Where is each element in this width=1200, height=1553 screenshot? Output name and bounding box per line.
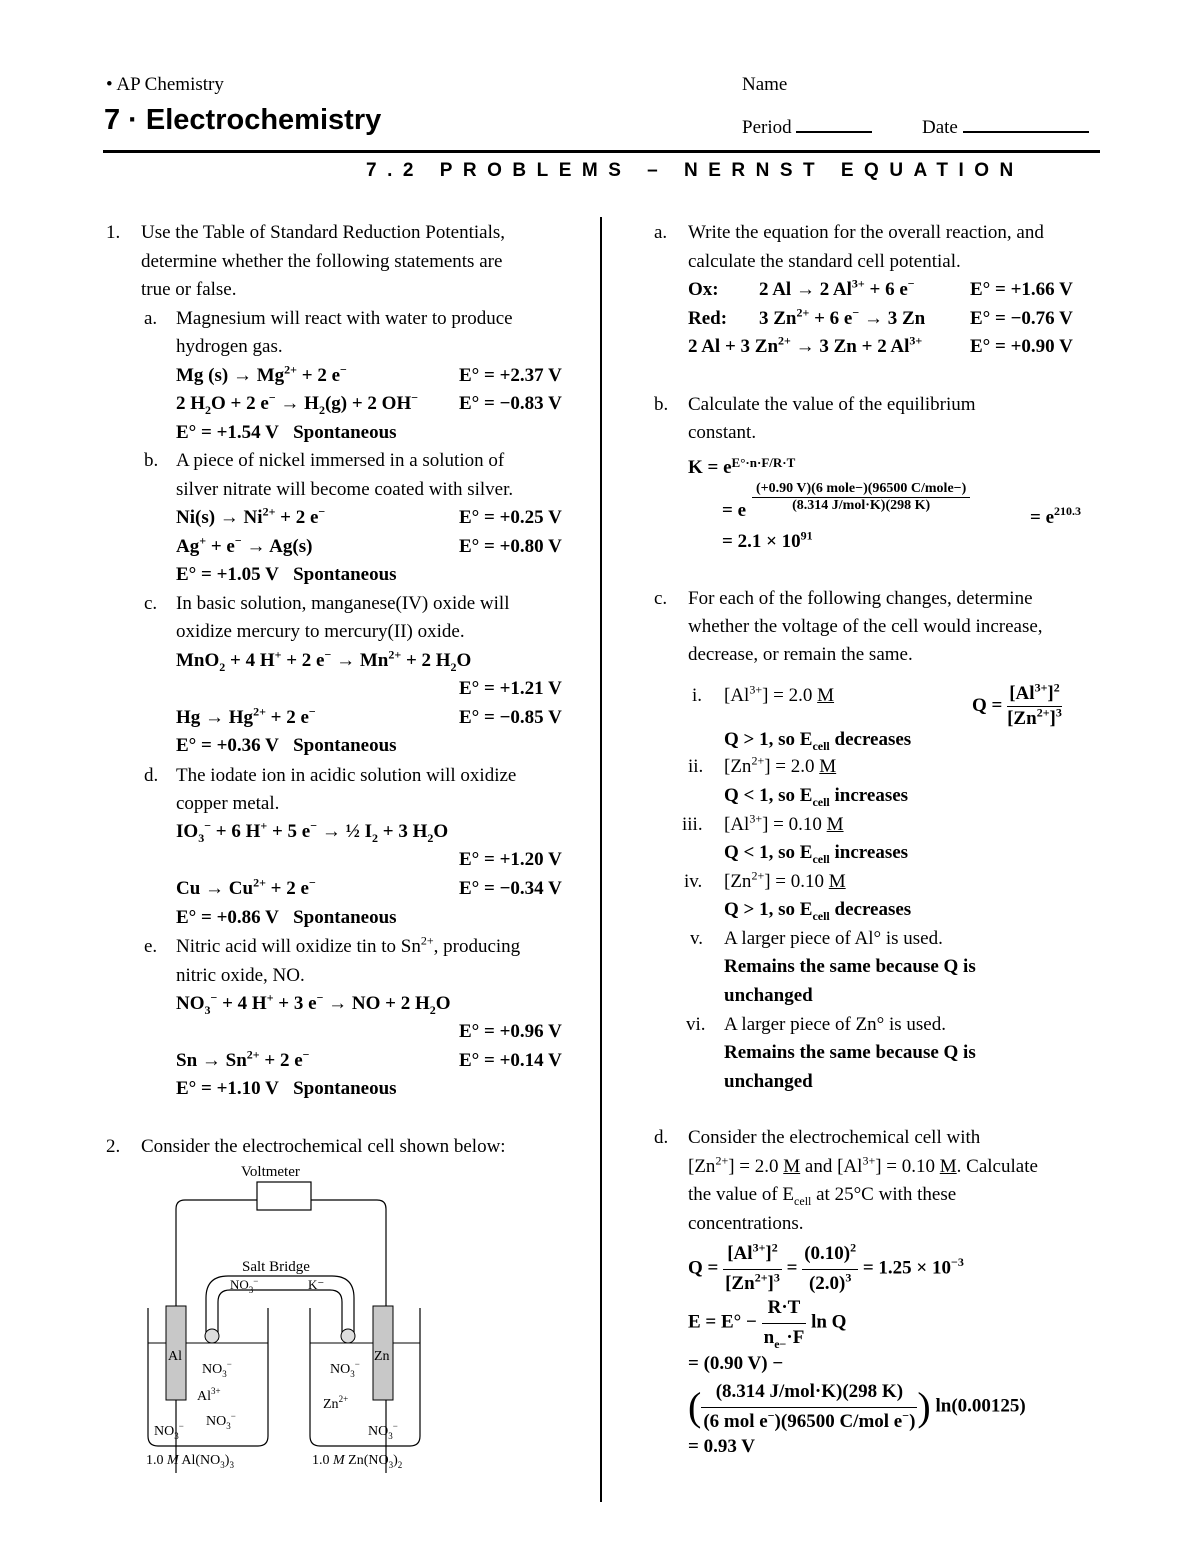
q1a-result: E° = +1.54 V Spontaneous: [176, 422, 397, 443]
q1c-eq2-potential: E° = −0.85 V: [459, 707, 562, 728]
electrochemical-cell-diagram: [140, 1158, 430, 1473]
al-label: Al: [168, 1349, 182, 1364]
right-zinc-ion: $Zn^{2+}$: [323, 1394, 349, 1412]
q1b-letter: b.: [144, 450, 159, 471]
q2-prompt: Consider the electrochemical cell shown below:: [141, 1136, 506, 1157]
q2c-vi-text: A larger piece of Zn° is used.: [724, 1014, 946, 1035]
q1-prompt-line1: Use the Table of Standard Reduction Potentials,: [141, 222, 505, 243]
q2c-q-expression: Q = $\frac{[Al^{3+}]^2}{[Zn^{2+}]^3}$: [972, 680, 1062, 729]
left-solution-label: 1.0 M $Al(NO_3)_3$: [146, 1453, 234, 1470]
left-nitrate-1: $NO_3^-$: [202, 1359, 232, 1379]
left-nitrate-2: $NO_3^-$: [154, 1421, 184, 1441]
q1e-eq1-potential: E° = +0.96 V: [459, 1021, 562, 1042]
period-field[interactable]: [796, 115, 872, 133]
q1-prompt-line3: true or false.: [141, 279, 237, 300]
date-field[interactable]: [963, 115, 1089, 133]
voltmeter-box: [257, 1182, 311, 1210]
q1a-eq2-potential: E° = −0.83 V: [459, 393, 562, 414]
q1c-result: E° = +0.36 V Spontaneous: [176, 735, 397, 756]
right-nitrate-1: $NO_3^-$: [330, 1359, 360, 1379]
q1b-eq1-potential: E° = +0.25 V: [459, 507, 562, 528]
bridge-potassium-label: K⁻: [308, 1277, 325, 1292]
period-label: Period: [742, 117, 792, 138]
q1e-eq2-potential: E° = +0.14 V: [459, 1050, 562, 1071]
q1d-eq1-potential: E° = +1.20 V: [459, 849, 562, 870]
q2d-nernst-equation: E = E° − $\frac{R\cdot T}{n_{e-}\cdot F}$ ln Q: [688, 1294, 846, 1352]
beaker-right: [310, 1308, 420, 1446]
q1b-eq2: Ag+ + e− → Ag(s): [176, 533, 313, 557]
q2d-text-line3: the value of $E_{cell}$ at 25°C with these: [688, 1184, 957, 1208]
q1e-result: E° = +1.10 V Spontaneous: [176, 1078, 397, 1099]
q2c-ii-answer: Q < 1, so $E_{cell}$ increases: [724, 785, 909, 809]
q1e-text-line1: Nitric acid will oxidize tin to $Sn^{2+}$, producing: [176, 933, 521, 957]
name-label: Name: [742, 74, 788, 95]
page-title: 7 · Electrochemistry: [104, 104, 382, 136]
q2c-i-num: i.: [692, 685, 703, 706]
q2c-iii-num: iii.: [682, 814, 703, 835]
left-aluminum-ion: $Al^{3+}$: [197, 1386, 221, 1404]
q1c-text-line1: In basic solution, manganese(IV) oxide will: [176, 593, 510, 614]
salt-bridge-label: Salt Bridge: [242, 1259, 310, 1275]
q1e-letter: e.: [144, 936, 158, 957]
q1c-eq2: $Hg \to Hg^{2+} + 2$ e−: [176, 704, 316, 728]
q2c-text-line1: For each of the following changes, determine: [688, 588, 1033, 609]
q1b-result: E° = +1.05 V Spontaneous: [176, 564, 397, 585]
q2b-letter: b.: [654, 394, 669, 415]
q2d-text-line2: $[Zn^{2+}] = 2.0$ M and $[Al^{3+}] = 0.10$ M. Calculate: [688, 1153, 1038, 1177]
q2c-letter: c.: [654, 588, 668, 609]
q2b-text-line2: constant.: [688, 422, 757, 443]
q2d-substitution-line2: ( $\frac{\text{(8.314 J/mol·K)(298 K)}}{(6 mol e^-)(96500 C/mol e^-)}$ ) ln(0.00125): [688, 1378, 1026, 1436]
q2b-e-power: = $e^{210.3}$: [1030, 504, 1082, 528]
q2d-text-line4: concentrations.: [688, 1213, 804, 1234]
q2b-exponent-fraction: [752, 481, 970, 514]
q2a-ox-label: Ox:: [688, 279, 719, 300]
q1c-letter: c.: [144, 593, 158, 614]
zn-label: Zn: [374, 1349, 390, 1364]
q2b-frac-denominator: (8.314 J/mol·K)(298 K): [792, 498, 931, 513]
q2c-i-condition: $[Al^{3+}] = 2.0$ M: [724, 682, 835, 706]
q2d-substitution-line1: = (0.90 V) −: [688, 1353, 784, 1374]
q2c-v-text: A larger piece of Al° is used.: [724, 928, 943, 949]
q2a-red-label: Red:: [688, 308, 728, 329]
q1a-eq1-potential: E° = +2.37 V: [459, 365, 562, 386]
q2c-text-line2: whether the voltage of the cell would increase,: [688, 616, 1043, 637]
voltmeter-label: Voltmeter: [241, 1164, 300, 1180]
q1-number: 1.: [106, 222, 121, 243]
q2d-q-calculation: Q = $\frac{[Al^{3+}]^2}{[Zn^{2+}]^3}$ = $\frac{(0.10)^2}{(2.0)^3}$ = $1.25 \times 10^{-3}$: [688, 1240, 964, 1294]
q2c-ii-num: ii.: [688, 756, 704, 777]
q1-prompt-line2: determine whether the following statements are: [141, 251, 503, 272]
q2d-letter: d.: [654, 1127, 669, 1148]
q1c-eq1-potential: E° = +1.21 V: [459, 678, 562, 699]
q2-number: 2.: [106, 1136, 121, 1157]
salt-bridge-outer: [206, 1276, 354, 1340]
plug-right: [341, 1329, 355, 1343]
q1a-text-line2: hydrogen gas.: [176, 336, 283, 357]
left-nitrate-3: $NO_3^-$: [206, 1411, 236, 1431]
q1b-eq2-potential: E° = +0.80 V: [459, 536, 562, 557]
q1d-text-line2: copper metal.: [176, 793, 280, 814]
q2c-v-num: v.: [690, 928, 704, 949]
q2c-vi-answer-line1: Remains the same because Q is: [724, 1042, 976, 1063]
q1b-text-line2: silver nitrate will become coated with silver.: [176, 479, 514, 500]
q2c-iv-condition: $[Zn^{2+}] = 0.10$ M: [724, 868, 846, 892]
q1a-text-line1: Magnesium will react with water to produce: [176, 308, 513, 329]
q2d-final-answer: = 0.93 V: [688, 1436, 755, 1457]
q2a-text-line2: calculate the standard cell potential.: [688, 251, 961, 272]
q2c-i-answer: Q > 1, so $E_{cell}$ decreases: [724, 729, 912, 753]
q2a-text-line1: Write the equation for the overall reaction, and: [688, 222, 1044, 243]
q1c-text-line2: oxidize mercury to mercury(II) oxide.: [176, 621, 465, 642]
q2b-k-expression: $K = e^{E^\circ\cdot n\cdot F/R\cdot T}$: [688, 455, 796, 478]
right-solution-label: 1.0 M $Zn(NO_3)_2$: [312, 1453, 403, 1470]
q2a-letter: a.: [654, 222, 668, 243]
q2b-frac-numerator: (+0.90 V)(6 mole−)(96500 C/mole−): [752, 481, 970, 498]
q2c-iii-condition: $[Al^{3+}] = 0.10$ M: [724, 811, 844, 835]
plug-left: [205, 1329, 219, 1343]
q1d-text-line1: The iodate ion in acidic solution will oxidize: [176, 765, 517, 786]
q1e-eq2: $Sn \to Sn^{2+} + 2$ e−: [176, 1047, 310, 1071]
section-title: 7.2 PROBLEMS – NERNST EQUATION: [366, 160, 1024, 181]
q1c-eq1: MnO$_2$ + 4 H+ + 2 $e^- \to Mn^{2+} + 2$ $H_2O$: [176, 647, 472, 674]
date-label: Date: [922, 117, 958, 138]
q2c-iv-answer: Q > 1, so $E_{cell}$ decreases: [724, 899, 912, 923]
right-nitrate-2: $NO_3^-$: [368, 1421, 398, 1441]
q1b-eq1: $Ni(s) \to Ni^{2+} + 2$ e−: [176, 504, 326, 528]
bridge-nitrate-label: $NO_3^-$: [230, 1276, 259, 1295]
q2c-vi-answer-line2: unchanged: [724, 1071, 813, 1092]
q2c-v-answer-line1: Remains the same because Q is: [724, 956, 976, 977]
q2a-overall-eq: 2 Al + 3 $Zn^{2+} \to 3$ Zn + 2 $Al^{3+}$: [688, 333, 923, 357]
salt-bridge-inner: [218, 1290, 342, 1340]
q1a-eq2: 2 $H_2O + 2$ $e^- \to H_2(g) + 2$ OH−: [176, 390, 419, 417]
q2a-overall-potential: E° = +0.90 V: [970, 336, 1073, 357]
q2b-k-value: = $2.1 \times 10^{91}$: [722, 528, 813, 552]
q2b-text-line1: Calculate the value of the equilibrium: [688, 394, 976, 415]
q2a-red-potential: E° = −0.76 V: [970, 308, 1073, 329]
q2c-iii-answer: Q < 1, so $E_{cell}$ increases: [724, 842, 909, 866]
q1b-text-line1: A piece of nickel immersed in a solution of: [176, 450, 505, 471]
q2b-equals-e: = e: [722, 500, 747, 521]
q2c-v-answer-line2: unchanged: [724, 985, 813, 1006]
q1a-letter: a.: [144, 308, 158, 329]
q1d-letter: d.: [144, 765, 159, 786]
q2c-vi-num: vi.: [686, 1014, 706, 1035]
column-divider: [600, 217, 602, 1502]
q1d-result: E° = +0.86 V Spontaneous: [176, 907, 397, 928]
q1d-eq2: $Cu \to Cu^{2+} + 2$ e−: [176, 875, 316, 899]
q1e-text-line2: nitric oxide, NO.: [176, 965, 305, 986]
q1d-eq2-potential: E° = −0.34 V: [459, 878, 562, 899]
header-rule: [103, 150, 1100, 153]
q2d-text-line1: Consider the electrochemical cell with: [688, 1127, 981, 1148]
q2a-red-eq: 3 $Zn^{2+} + 6$ e− → 3 Zn: [759, 305, 926, 329]
q2c-ii-condition: $[Zn^{2+}] = 2.0$ M: [724, 753, 837, 777]
q2a-ox-potential: E° = +1.66 V: [970, 279, 1073, 300]
q1a-eq1: Mg $(s) \to Mg^{2+} + 2$ e−: [176, 362, 347, 386]
q2c-text-line3: decrease, or remain the same.: [688, 644, 913, 665]
q1d-eq1: $IO_3^- + 6$ H+ + 5 e− → ½ $I_2 + 3$ $H_2O$: [176, 818, 449, 845]
q2c-iv-num: iv.: [684, 871, 703, 892]
q2a-ox-eq: 2 Al → 2 $Al^{3+} + 6$ e−: [759, 276, 915, 300]
q1e-eq1: $NO_3^- + 4$ H+ + 3 e− → NO + 2 $H_2O$: [176, 990, 451, 1017]
course-label: • AP Chemistry: [106, 74, 224, 95]
